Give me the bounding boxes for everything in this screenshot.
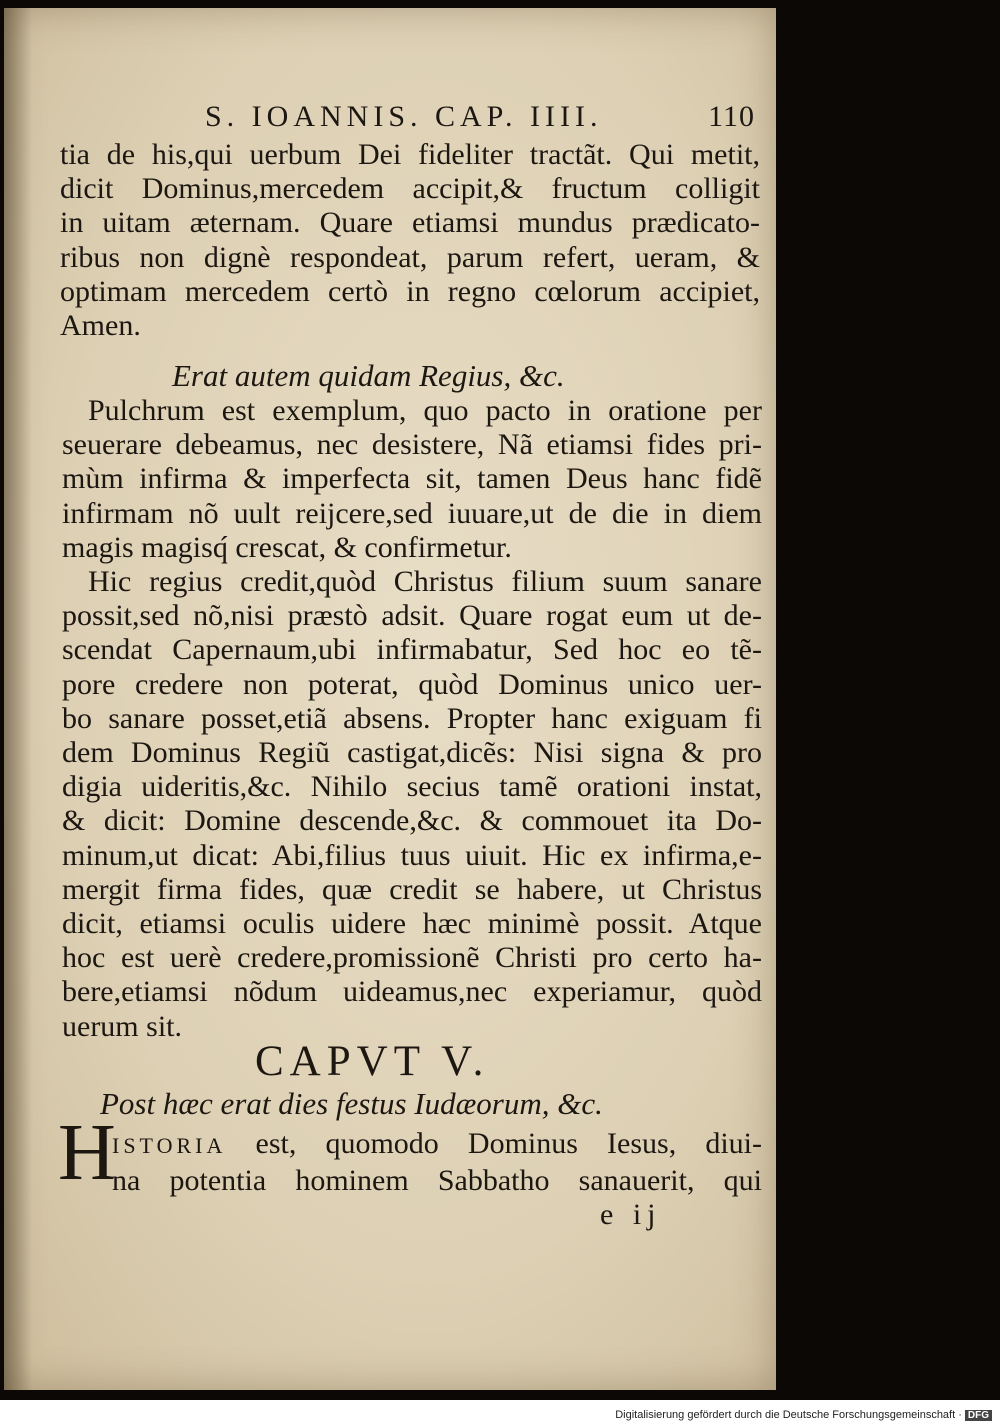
text-line: pore credere non poterat, quòd Dominus unico uer- bbox=[62, 667, 762, 701]
text-line: optimam mercedem certò in regno cœlorum accipiet, bbox=[60, 274, 760, 308]
text-line bbox=[112, 1126, 762, 1163]
subheading-post-haec: Post hæc erat dies festus Iudæorum, &c. bbox=[100, 1086, 603, 1121]
text-line: Pulchrum est exemplum, quo pacto in oratione per bbox=[88, 394, 762, 427]
signature-mark: e ij bbox=[600, 1198, 662, 1231]
text-line: minum,ut dicat: Abi,filius tuus uiuit. Hic ex infirma,e- bbox=[62, 838, 762, 872]
paragraph-pulchrum bbox=[62, 394, 762, 1044]
drop-cap: H bbox=[58, 1109, 116, 1197]
text-line: dicit Dominus,mercedem accipit,& fructum colligit bbox=[60, 172, 760, 206]
text-line: in uitam æternam. Quare etiamsi mundus prædicato- bbox=[60, 206, 760, 240]
running-title: S. IOANNIS. CAP. IIII. bbox=[205, 100, 603, 133]
small-caps-word: ISTORIA bbox=[112, 1133, 227, 1158]
text-line: scendat Capernaum,ubi infirmabatur, Sed hoc eo tẽ- bbox=[62, 633, 762, 667]
text-line: dem Dominus Regiũ castigat,dicẽs: Nisi signa & pro bbox=[62, 736, 762, 770]
text-line: mergit firma fides, quæ credit se habere, ut Christus bbox=[62, 872, 762, 906]
text-line: ribus non dignè respondeat, parum refert, ueram, & bbox=[60, 240, 760, 274]
text-line: hoc est uerè credere,promissionẽ Christi pro certo ha- bbox=[62, 941, 762, 975]
folio-number: 110 bbox=[708, 100, 755, 133]
text-line: & dicit: Domine descende,&c. & commouet ita Do- bbox=[62, 804, 762, 838]
text-line: possit,sed nõ,nisi præstò adsit. Quare rogat eum ut de- bbox=[62, 599, 762, 633]
text-line: bere,etiamsi nõdum uideamus,nec experiamur, quòd bbox=[62, 975, 762, 1009]
text-line: seuerare debeamus, nec desistere, Nã etiamsi fides pri- bbox=[62, 428, 762, 462]
text-line: mùm infirma & imperfecta sit, tamen Deus hanc fidẽ bbox=[62, 462, 762, 496]
text-line: Amen. bbox=[60, 309, 141, 343]
text-line: infirmam nõ uult reijcere,sed iuuare,ut de die in diem bbox=[62, 496, 762, 530]
text-line: na potentia hominem Sabbatho sanauerit, qui bbox=[112, 1164, 762, 1197]
paragraph-historia bbox=[112, 1126, 762, 1198]
text-line: magis magisq́ crescat, & confirmetur. bbox=[62, 530, 512, 564]
dfg-logo: DFG bbox=[965, 1410, 992, 1421]
text-line: bo sanare posset,etiã absens. Propter hanc exiguam fi bbox=[62, 701, 762, 735]
paragraph-continued bbox=[60, 138, 760, 343]
running-header bbox=[205, 100, 765, 134]
page-gutter-shadow bbox=[4, 8, 32, 1390]
text-line: tia de his,qui uerbum Dei fideliter tractãt. Qui metit, bbox=[60, 138, 760, 171]
subheading-erat-autem: Erat autem quidam Regius, &c. bbox=[172, 358, 565, 393]
text-line: digia uideritis,&c. Nihilo secius tamẽ orationi instat, bbox=[62, 770, 762, 804]
text-run: est, quomodo Dominus Iesus, diui- bbox=[226, 1127, 762, 1160]
chapter-heading: CAPVT V. bbox=[255, 1038, 490, 1085]
text-line: uerum sit. bbox=[62, 1009, 182, 1043]
credit-text: Digitalisierung gefördert durch die Deutsche Forschungsgemeinschaft · bbox=[615, 1409, 962, 1421]
digitization-credit bbox=[615, 1409, 992, 1421]
text-line: dicit, etiamsi oculis uidere hæc minimè possit. Atque bbox=[62, 907, 762, 941]
text-line: Hic regius credit,quòd Christus filium suum sanare bbox=[88, 565, 762, 599]
